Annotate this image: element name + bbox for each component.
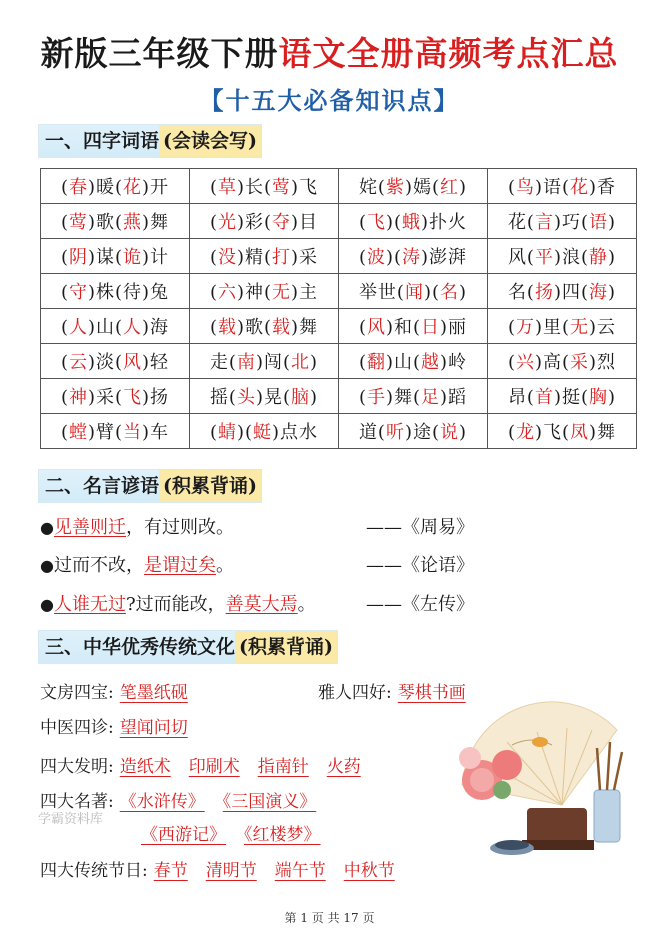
quote-text: 。	[297, 594, 316, 615]
idiom-text: (	[60, 282, 69, 303]
idiom-text: )	[608, 247, 617, 268]
idiom-text: )(	[385, 247, 403, 268]
idiom-text: 摇(	[209, 387, 237, 408]
idiom-row	[41, 169, 637, 204]
idiom-text: )舞(	[385, 387, 422, 408]
idiom-text: )烈	[589, 352, 617, 373]
quote-key-phrase: 见善则迁	[53, 517, 126, 538]
idiom-text: )蹈	[440, 387, 468, 408]
idiom-text: )	[608, 387, 617, 408]
idiom-text: )	[310, 352, 319, 373]
idiom-text: 姹(	[358, 177, 386, 198]
section-label: 一、四字词语	[45, 130, 160, 152]
idiom-cell	[339, 239, 488, 274]
idiom-text: )彩(	[236, 212, 273, 233]
quote-item	[40, 551, 234, 577]
idiom-text: )舞	[291, 317, 319, 338]
idiom-text: )嫣(	[404, 177, 441, 198]
idiom-cell	[339, 309, 488, 344]
idiom-answer-char: 手	[366, 387, 386, 408]
idiom-text: 花(	[507, 212, 535, 233]
idiom-answer-char: 南	[236, 352, 256, 373]
bullet-icon: ●	[40, 518, 54, 537]
idiom-text: )采	[291, 247, 319, 268]
idiom-answer-char: 草	[217, 177, 237, 198]
idiom-text: 举世(	[358, 282, 405, 303]
culture-value: 火药	[326, 757, 361, 777]
idiom-text: )扬	[142, 387, 170, 408]
idiom-text: (	[60, 177, 69, 198]
idiom-row	[41, 344, 637, 379]
idiom-cell	[339, 169, 488, 204]
quote-source: ——《周易》	[366, 517, 474, 538]
idiom-cell	[488, 414, 637, 449]
culture-classics-row2	[135, 820, 321, 845]
idiom-row	[41, 204, 637, 239]
idiom-answer-char: 采	[570, 352, 590, 373]
title-part2: 语文全册高频考点汇总	[278, 34, 619, 73]
idiom-text: )轻	[142, 352, 170, 373]
idiom-table	[40, 168, 637, 449]
idiom-cell	[339, 274, 488, 309]
idiom-answer-char: 凤	[570, 422, 590, 443]
idiom-text: )云	[589, 317, 617, 338]
festivals-label: 四大传统节日:	[40, 861, 148, 881]
idiom-text: )点水	[272, 422, 319, 443]
quote-source: ——《论语》	[366, 555, 474, 576]
idiom-text: )主	[291, 282, 319, 303]
idiom-row	[41, 309, 637, 344]
idiom-cell	[339, 204, 488, 239]
idiom-answer-char: 越	[421, 352, 441, 373]
page-title	[0, 28, 659, 75]
culture-value: 望闻问切	[119, 718, 188, 738]
idiom-text: (	[507, 177, 516, 198]
idiom-answer-char: 没	[217, 247, 237, 268]
idiom-answer-char: 涛	[402, 247, 422, 268]
culture-value: 指南针	[257, 757, 309, 777]
idiom-answer-char: 蛾	[402, 212, 422, 233]
idiom-answer-char: 龙	[515, 422, 535, 443]
idiom-cell	[41, 414, 190, 449]
idiom-answer-char: 云	[68, 352, 88, 373]
elegant-label: 雅人四好:	[318, 683, 392, 703]
idiom-answer-char: 花	[123, 177, 143, 198]
idiom-text: )开	[142, 177, 170, 198]
culture-value: 《西游记》	[141, 825, 226, 845]
idiom-answer-char: 首	[534, 387, 554, 408]
idiom-cell	[190, 169, 339, 204]
idiom-answer-char: 燕	[123, 212, 143, 233]
quote-key-phrase: 人谁无过	[53, 594, 126, 615]
idiom-text: )神(	[236, 282, 273, 303]
idiom-text: )	[608, 282, 617, 303]
idiom-cell	[190, 309, 339, 344]
idiom-text: 风(	[507, 247, 535, 268]
idiom-cell	[41, 309, 190, 344]
idiom-answer-char: 紫	[385, 177, 405, 198]
idiom-cell	[339, 414, 488, 449]
idiom-text: (	[209, 212, 218, 233]
idiom-answer-char: 无	[570, 317, 590, 338]
idiom-answer-char: 光	[217, 212, 237, 233]
idiom-answer-char: 蜓	[253, 422, 273, 443]
idiom-text: )巧(	[553, 212, 590, 233]
idiom-text: (	[209, 317, 218, 338]
idiom-answer-char: 翻	[366, 352, 386, 373]
idiom-answer-char: 飞	[366, 212, 386, 233]
idiom-answer-char: 波	[366, 247, 386, 268]
idiom-text: )暖(	[87, 177, 124, 198]
idiom-text: )海	[142, 317, 170, 338]
idiom-cell	[488, 239, 637, 274]
idiom-text: )臂(	[87, 422, 124, 443]
idiom-text: )扑火	[421, 212, 468, 233]
idiom-text: (	[60, 247, 69, 268]
page-footer: 第 1 页 共 17 页	[284, 911, 375, 925]
idiom-cell	[190, 414, 339, 449]
idiom-text: )	[459, 177, 468, 198]
idiom-text: )	[459, 422, 468, 443]
idiom-answer-char: 脑	[291, 387, 311, 408]
idiom-text: )舞	[589, 422, 617, 443]
idiom-text: )长(	[236, 177, 273, 198]
idiom-text: )(	[385, 212, 403, 233]
culture-value: 《水浒传》	[119, 792, 205, 812]
idiom-text: )	[459, 282, 468, 303]
idiom-answer-char: 人	[123, 317, 143, 338]
idiom-answer-char: 无	[272, 282, 292, 303]
idiom-text: )(	[236, 422, 254, 443]
idiom-text: )途(	[404, 422, 441, 443]
idiom-text: (	[209, 177, 218, 198]
idiom-answer-char: 载	[217, 317, 237, 338]
culture-value: 端午节	[274, 861, 326, 881]
idiom-text: )株(待)兔	[87, 282, 170, 303]
idiom-text: )山(	[385, 352, 422, 373]
idiom-text: )丽	[440, 317, 468, 338]
idiom-answer-char: 打	[272, 247, 292, 268]
idiom-answer-char: 海	[589, 282, 609, 303]
idiom-text: 昂(	[507, 387, 535, 408]
idiom-text: )里(	[534, 317, 571, 338]
study-label: 文房四宝:	[40, 683, 114, 703]
idiom-answer-char: 人	[68, 317, 88, 338]
bullet-icon: ●	[40, 595, 54, 614]
idiom-answer-char: 平	[534, 247, 554, 268]
idiom-text: )和(	[385, 317, 422, 338]
idiom-row	[41, 239, 637, 274]
idiom-answer-char: 万	[515, 317, 535, 338]
quote-source: ——《左传》	[366, 594, 474, 615]
idiom-text: )精(	[236, 247, 273, 268]
idiom-answer-char: 夺	[272, 212, 292, 233]
idiom-answer-char: 静	[589, 247, 609, 268]
idiom-answer-char: 莺	[272, 177, 292, 198]
idiom-text: 道(	[358, 422, 386, 443]
inventions-label: 四大发明:	[40, 757, 114, 777]
culture-inventions	[40, 752, 361, 777]
idiom-text: )歌(	[236, 317, 273, 338]
idiom-cell	[41, 274, 190, 309]
idiom-text: )挺(	[553, 387, 590, 408]
idiom-cell	[488, 309, 637, 344]
culture-value: 中秋节	[343, 861, 395, 881]
quote-text: 过而不改，	[53, 555, 144, 576]
idiom-text: )晃(	[255, 387, 292, 408]
idiom-answer-char: 头	[236, 387, 256, 408]
idiom-answer-char: 莺	[68, 212, 88, 233]
watermark: 学霸资料库	[38, 812, 104, 827]
culture-medicine	[40, 713, 188, 738]
idiom-text: (	[60, 387, 69, 408]
idiom-answer-char: 语	[589, 212, 609, 233]
idiom-text: )浪(	[553, 247, 590, 268]
idiom-answer-char: 鸟	[515, 177, 535, 198]
idiom-answer-char: 闻	[404, 282, 424, 303]
section-header-quotes	[38, 469, 262, 503]
idiom-answer-char: 红	[440, 177, 460, 198]
idiom-text: )四(	[553, 282, 590, 303]
idiom-text: )车	[142, 422, 170, 443]
idiom-text: (	[60, 212, 69, 233]
idiom-text: (	[507, 352, 516, 373]
quote-text: ?过而能改，	[125, 594, 226, 615]
idiom-cell	[41, 239, 190, 274]
culture-value: 琴棋书画	[397, 683, 466, 703]
idiom-text: )飞	[291, 177, 319, 198]
idiom-text: 名(	[507, 282, 535, 303]
idiom-answer-char: 北	[291, 352, 311, 373]
idiom-text: (	[507, 317, 516, 338]
idiom-cell	[488, 379, 637, 414]
idiom-answer-char: 风	[366, 317, 386, 338]
idiom-text: )	[310, 387, 319, 408]
idiom-answer-char: 神	[68, 387, 88, 408]
idiom-text: (	[358, 317, 367, 338]
idiom-cell	[339, 379, 488, 414]
quote-item	[40, 513, 234, 539]
idiom-answer-char: 兴	[515, 352, 535, 373]
idiom-text: (	[358, 387, 367, 408]
idiom-cell	[488, 204, 637, 239]
idiom-text: (	[507, 422, 516, 443]
page-subtitle: 【十五大必备知识点】	[199, 86, 460, 115]
idiom-text: )(	[423, 282, 441, 303]
medicine-label: 中医四诊:	[40, 718, 114, 738]
section-header-culture	[38, 630, 338, 664]
section-label: 二、名言谚语	[45, 475, 160, 497]
idiom-answer-char: 阴	[68, 247, 88, 268]
idiom-text: (	[358, 352, 367, 373]
culture-value: 《红楼梦》	[244, 825, 321, 845]
quote-item	[40, 590, 316, 616]
quote-key-phrase: 善莫大焉	[225, 594, 298, 615]
culture-elegant-hobbies	[318, 678, 466, 703]
idiom-text: )山(	[87, 317, 124, 338]
idiom-answer-char: 名	[440, 282, 460, 303]
idiom-cell	[41, 379, 190, 414]
idiom-answer-char: 守	[68, 282, 88, 303]
idiom-cell	[41, 344, 190, 379]
section-highlight: (会读会写)	[159, 125, 261, 157]
section-highlight: (积累背诵)	[235, 631, 337, 663]
idiom-answer-char: 听	[385, 422, 405, 443]
idiom-text: (	[60, 422, 69, 443]
section-header-idioms	[38, 124, 262, 158]
idiom-text: )澎湃	[421, 247, 468, 268]
idiom-text: (	[209, 282, 218, 303]
idiom-text: )语(	[534, 177, 571, 198]
idiom-answer-char: 蜻	[217, 422, 237, 443]
idiom-answer-char: 花	[570, 177, 590, 198]
idiom-row	[41, 414, 637, 449]
idiom-text: )香	[589, 177, 617, 198]
culture-value: 印刷术	[188, 757, 240, 777]
idiom-cell	[488, 344, 637, 379]
idiom-answer-char: 当	[123, 422, 143, 443]
idiom-answer-char: 足	[421, 387, 441, 408]
idiom-text: 走(	[209, 352, 237, 373]
idiom-text: )谋(	[87, 247, 124, 268]
idiom-cell	[190, 239, 339, 274]
quote-text: 。	[215, 555, 234, 576]
quote-text: ，有过则改。	[125, 517, 234, 538]
idiom-text: )采(	[87, 387, 124, 408]
idiom-row	[41, 274, 637, 309]
idiom-cell	[190, 204, 339, 239]
idiom-answer-char: 载	[272, 317, 292, 338]
idiom-answer-char: 言	[534, 212, 554, 233]
culture-value: 笔墨纸砚	[119, 683, 188, 703]
idiom-cell	[41, 169, 190, 204]
culture-study-treasures	[40, 678, 188, 703]
section-label: 三、中华优秀传统文化	[45, 636, 236, 658]
idiom-text: (	[358, 247, 367, 268]
quote-key-phrase: 是谓过矣	[143, 555, 216, 576]
culture-value: 春节	[153, 861, 188, 881]
idiom-text: )淡(	[87, 352, 124, 373]
culture-festivals	[40, 856, 395, 881]
idiom-cell	[41, 204, 190, 239]
idiom-text: )岭	[440, 352, 468, 373]
idiom-text: )闯(	[255, 352, 292, 373]
idiom-answer-char: 扬	[534, 282, 554, 303]
culture-value: 清明节	[205, 861, 257, 881]
idiom-answer-char: 飞	[123, 387, 143, 408]
idiom-cell	[339, 344, 488, 379]
idiom-text: )	[608, 212, 617, 233]
idiom-text: )舞	[142, 212, 170, 233]
idiom-text: (	[209, 247, 218, 268]
culture-value: 造纸术	[119, 757, 171, 777]
idiom-text: (	[60, 352, 69, 373]
fan-peony-illustration	[452, 690, 642, 865]
idiom-text: )歌(	[87, 212, 124, 233]
classics-label: 四大名著:	[40, 792, 114, 812]
idiom-cell	[190, 274, 339, 309]
idiom-cell	[488, 274, 637, 309]
title-part1: 新版三年级下册	[40, 34, 279, 73]
idiom-cell	[190, 379, 339, 414]
idiom-text: (	[358, 212, 367, 233]
idiom-text: (	[209, 422, 218, 443]
idiom-answer-char: 日	[421, 317, 441, 338]
idiom-answer-char: 螳	[68, 422, 88, 443]
idiom-cell	[488, 169, 637, 204]
idiom-text: (	[60, 317, 69, 338]
idiom-answer-char: 风	[123, 352, 143, 373]
idiom-answer-char: 胸	[589, 387, 609, 408]
idiom-text: )目	[291, 212, 319, 233]
idiom-text: )高(	[534, 352, 571, 373]
bullet-icon: ●	[40, 556, 54, 575]
idiom-row	[41, 379, 637, 414]
section-highlight: (积累背诵)	[159, 470, 261, 502]
culture-value: 《三国演义》	[222, 792, 317, 812]
idiom-answer-char: 说	[440, 422, 460, 443]
idiom-cell	[190, 344, 339, 379]
idiom-answer-char: 诡	[123, 247, 143, 268]
idiom-answer-char: 春	[68, 177, 88, 198]
idiom-text: )计	[142, 247, 170, 268]
idiom-answer-char: 六	[217, 282, 237, 303]
idiom-text: )飞(	[534, 422, 571, 443]
